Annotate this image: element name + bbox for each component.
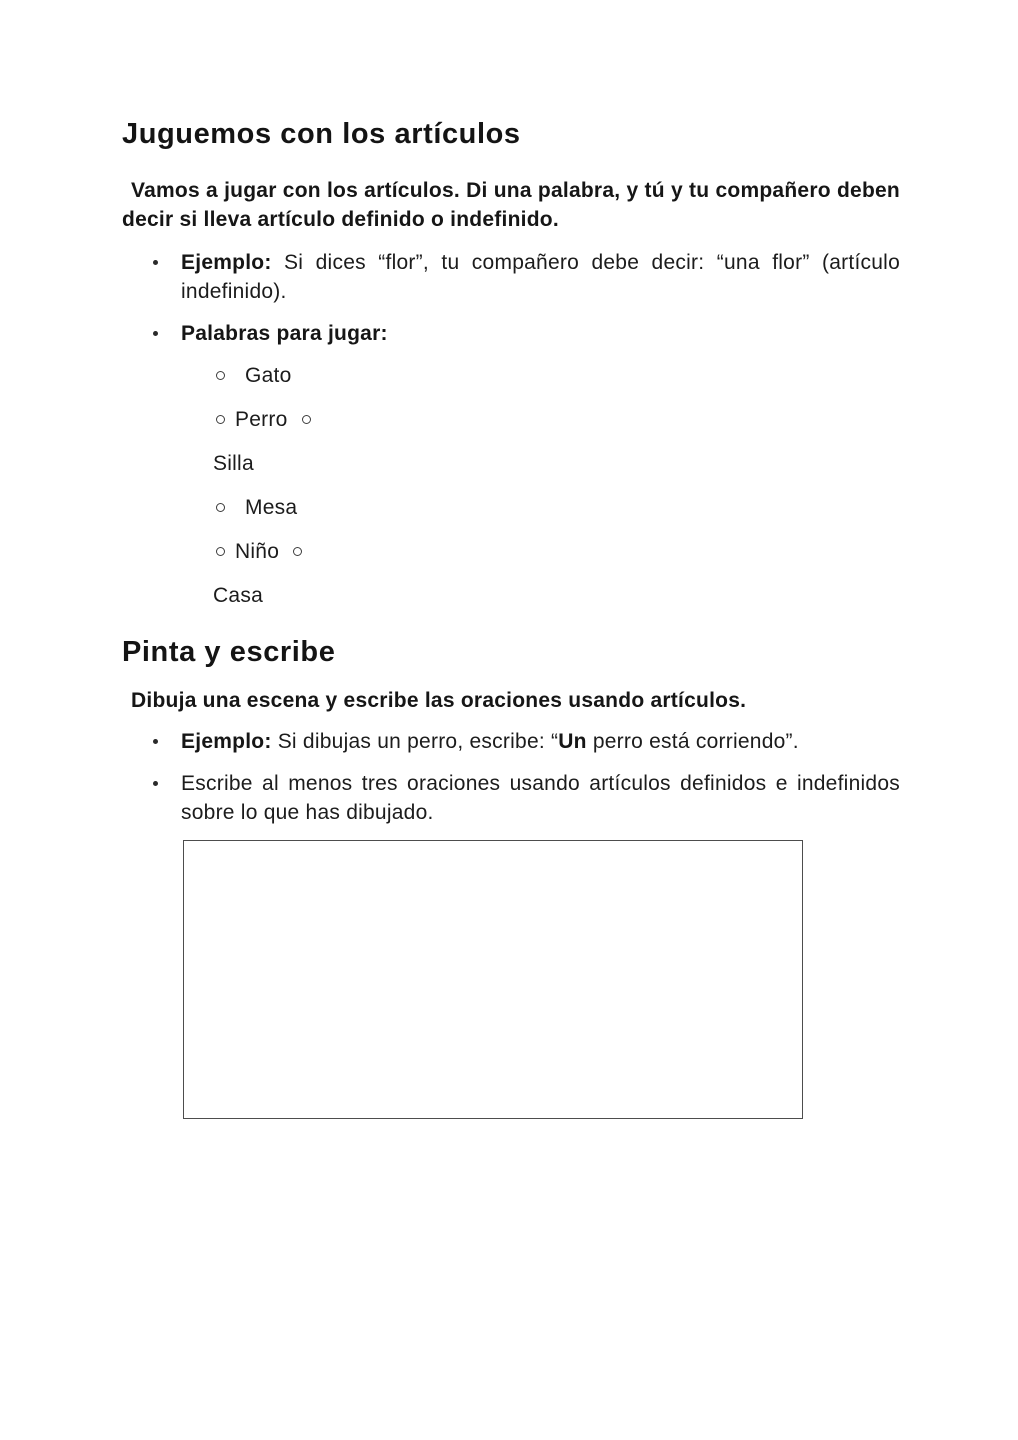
dot-bullet-icon [153, 739, 158, 744]
example-suffix: perro está corriendo”. [586, 730, 799, 753]
word-text: Perro [235, 407, 288, 431]
intro-paragraph: Vamos a jugar con los artículos. Di una palabra, y tú y tu compañero deben decir si lleva artículo definido o indefinido. [122, 179, 900, 231]
word-list-item [213, 537, 900, 566]
task-text: Escribe al menos tres oraciones usando artículos definidos e indefinidos sobre lo que has dibujado. [181, 772, 900, 824]
bullet-item-words-label [181, 319, 900, 348]
words-label: Palabras para jugar: [181, 322, 388, 345]
word-text: Gato [245, 363, 292, 387]
circle-bullet-icon [216, 371, 225, 380]
drawing-area-box [183, 840, 803, 1119]
example-bold-word: Un [558, 730, 587, 753]
circle-bullet-icon [302, 415, 311, 424]
word-list-item [213, 405, 900, 434]
circle-bullet-icon [216, 503, 225, 512]
dot-bullet-icon [153, 260, 158, 265]
bullet-item-example [181, 248, 900, 306]
example-text: Si dices “flor”, tu compañero debe decir: “una flor” (artículo indefinido). [181, 251, 901, 303]
word-list [122, 361, 900, 610]
example-prefix: Si dibujas un perro, escribe: “ [277, 730, 559, 753]
dot-bullet-icon [153, 781, 158, 786]
word-text: Casa [213, 583, 263, 607]
bullet-item-draw-example [181, 727, 900, 756]
section-heading-juguemos: Juguemos con los artículos [122, 118, 521, 150]
circle-bullet-icon [293, 547, 302, 556]
word-list-item [213, 449, 900, 478]
bullet-item-task [181, 769, 900, 827]
example-label: Ejemplo: [181, 730, 272, 753]
word-text: Silla [213, 451, 254, 475]
draw-intro-paragraph: Dibuja una escena y escribe las oraciones usando artículos. [131, 689, 747, 712]
circle-bullet-icon [216, 415, 225, 424]
word-list-item [213, 493, 900, 522]
word-list-item [213, 361, 900, 390]
example-label: Ejemplo: [181, 251, 272, 274]
circle-bullet-icon [216, 547, 225, 556]
section-heading-pinta: Pinta y escribe [122, 636, 336, 668]
word-list-item [213, 581, 900, 610]
word-text: Niño [235, 539, 280, 563]
dot-bullet-icon [153, 331, 158, 336]
word-text: Mesa [245, 495, 298, 519]
